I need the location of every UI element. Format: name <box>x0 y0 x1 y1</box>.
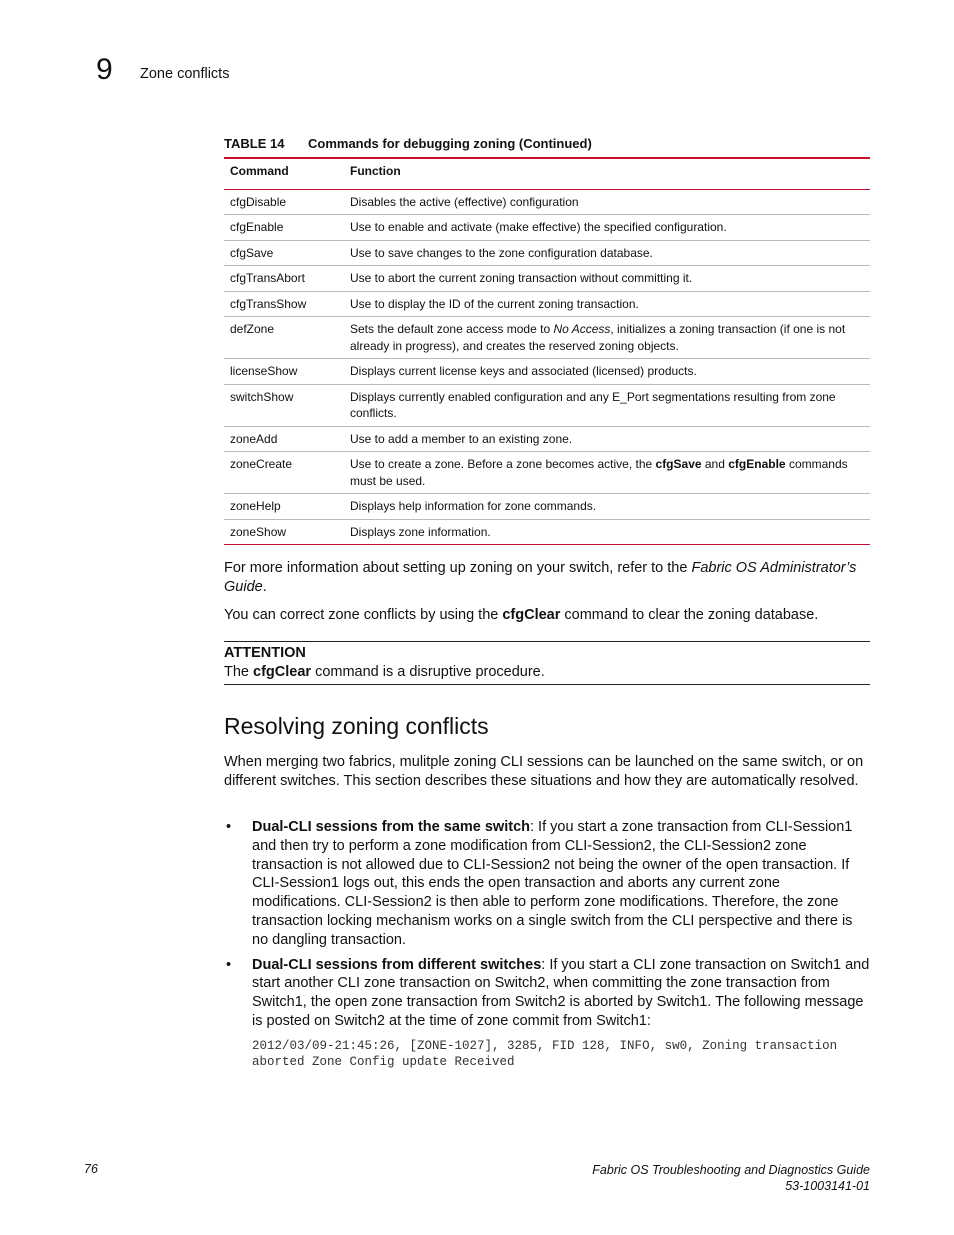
section-intro: When merging two fabrics, mulitple zoning CLI sessions can be launched on the same switch, or on different switches. This section describes these situations and how they are automatically resolved. <box>224 754 864 789</box>
list-item <box>224 818 870 950</box>
command-cell: zoneCreate <box>224 452 344 494</box>
function-cell: Disables the active (effective) configuration <box>344 189 870 215</box>
table-row <box>224 519 870 545</box>
command-cell: zoneShow <box>230 524 287 539</box>
section-heading: Resolving zoning conflicts <box>224 713 489 739</box>
bullet-lead: Dual-CLI sessions from different switches <box>252 956 542 973</box>
function-text: Use to create a zone. Before a zone becomes active, the <box>350 457 656 471</box>
inline-command: cfgClear <box>502 607 561 623</box>
bullet-list <box>224 818 870 1037</box>
function-emphasis: No Access <box>553 322 611 336</box>
table-caption-text: Commands for debugging zoning (Continued) <box>308 136 592 151</box>
more-info-paragraph <box>224 559 870 597</box>
attention-text <box>224 663 870 682</box>
footer-doc-title: Fabric OS Troubleshooting and Diagnostics Guide <box>592 1163 870 1177</box>
footer-doc-number: 53-1003141-01 <box>785 1179 870 1193</box>
function-cell: Use to add a member to an existing zone. <box>344 426 870 452</box>
chapter-title: Zone conflicts <box>140 66 230 82</box>
attention-box <box>224 641 870 685</box>
attention-label: ATTENTION <box>224 645 306 661</box>
paragraph-text: You can correct zone conflicts by using the <box>224 607 503 623</box>
table-row <box>224 317 870 359</box>
table-row <box>224 240 870 266</box>
table-label: TABLE 14 <box>224 136 285 151</box>
function-cell: Displays currently enabled configuration and any E_Port segmentations resulting from zone conflicts. <box>344 384 870 426</box>
bullet-text: : If you start a zone transaction from CLI-Session1 and then try to perform a zone modification from CLI-Session2, the CLI-Session2 zone transaction is not allowed due to CLI-Session2 not being the owner of the open transaction. If CLI-Session1 logs out, this ends the open transaction and aborts any current zone modifications. CLI-Session2 is then able to perform zone modifications. Therefore, the zone transaction locking mechanism works on a single switch from the CLI perspective and there is no dangling transaction. <box>252 819 853 948</box>
function-cell <box>344 317 870 359</box>
table-row <box>224 452 870 494</box>
function-text: and <box>701 457 729 471</box>
commands-table <box>224 157 870 545</box>
bullet-icon: • <box>226 819 232 835</box>
function-text: Sets the default zone access mode to <box>350 322 554 336</box>
table-row <box>224 291 870 317</box>
table-row <box>224 426 870 452</box>
table-row <box>224 384 870 426</box>
column-header-function: Function <box>344 158 870 189</box>
paragraph-text: . <box>262 579 267 595</box>
attention-text-post: command is a disruptive procedure. <box>311 664 545 680</box>
function-cell <box>344 452 870 494</box>
page-number: 76 <box>84 1162 98 1176</box>
table-row <box>224 359 870 385</box>
bullet-lead: Dual-CLI sessions from the same switch <box>252 819 530 835</box>
table-row <box>224 215 870 241</box>
command-cell: cfgTransShow <box>224 291 344 317</box>
function-cell: Displays zone information. <box>350 524 491 539</box>
command-cell: cfgTransAbort <box>224 266 344 292</box>
table-row <box>224 189 870 215</box>
command-cell: cfgEnable <box>224 215 344 241</box>
function-cell: Use to abort the current zoning transaction without committing it. <box>344 266 870 292</box>
command-cell: licenseShow <box>224 359 344 385</box>
function-cell: Displays current license keys and associated (licensed) products. <box>344 359 870 385</box>
log-message-code <box>252 1038 892 1070</box>
column-header-command: Command <box>224 158 344 189</box>
code-line: 2012/03/09-21:45:26, [ZONE-1027], 3285, FID 128, INFO, sw0, Zoning transaction <box>252 1039 838 1053</box>
list-item <box>224 956 870 1031</box>
function-cell: Displays help information for zone commands. <box>344 494 870 520</box>
command-cell: switchShow <box>224 384 344 426</box>
table-caption <box>224 135 870 152</box>
table-row <box>224 494 870 520</box>
attention-text-pre: The <box>224 664 254 680</box>
function-text: commands must be used. <box>350 457 848 488</box>
function-cell: Use to enable and activate (make effective) the specified configuration. <box>344 215 870 241</box>
inline-command: cfgSave <box>655 457 702 471</box>
table-header-row <box>224 158 870 189</box>
code-line: aborted Zone Config update Received <box>252 1055 515 1069</box>
inline-command: cfgClear <box>253 664 312 680</box>
paragraph-text: For more information about setting up zoning on your switch, refer to the <box>224 560 692 576</box>
command-cell: cfgSave <box>224 240 344 266</box>
paragraph-text: command to clear the zoning database. <box>560 607 819 623</box>
inline-command: cfgEnable <box>728 457 786 471</box>
function-cell: Use to display the ID of the current zoning transaction. <box>344 291 870 317</box>
guide-title: Fabric OS Administrator’s Guide <box>224 560 857 595</box>
command-cell: zoneHelp <box>224 494 344 520</box>
bullet-text: : If you start a CLI zone transaction on Switch1 and start another CLI zone transaction on Switch2, when committing the zone transaction from Switch1, the open zone transaction from Switch2 is aborted by Switch1. The following message is posted on Switch2 at the time of zone commit from Switch1: <box>252 956 870 1029</box>
function-text: , initializes a zoning transaction (if one is not already in progress), and creates the reserved zoning objects. <box>350 322 846 353</box>
command-cell: defZone <box>224 317 344 359</box>
footer-doc-info <box>592 1162 870 1194</box>
table-row <box>224 266 870 292</box>
command-cell: cfgDisable <box>224 189 344 215</box>
chapter-number: 9 <box>96 53 113 86</box>
correct-conflicts-paragraph <box>224 606 870 625</box>
function-cell: Use to save changes to the zone configuration database. <box>344 240 870 266</box>
bullet-icon: • <box>226 956 232 973</box>
command-cell: zoneAdd <box>224 426 344 452</box>
